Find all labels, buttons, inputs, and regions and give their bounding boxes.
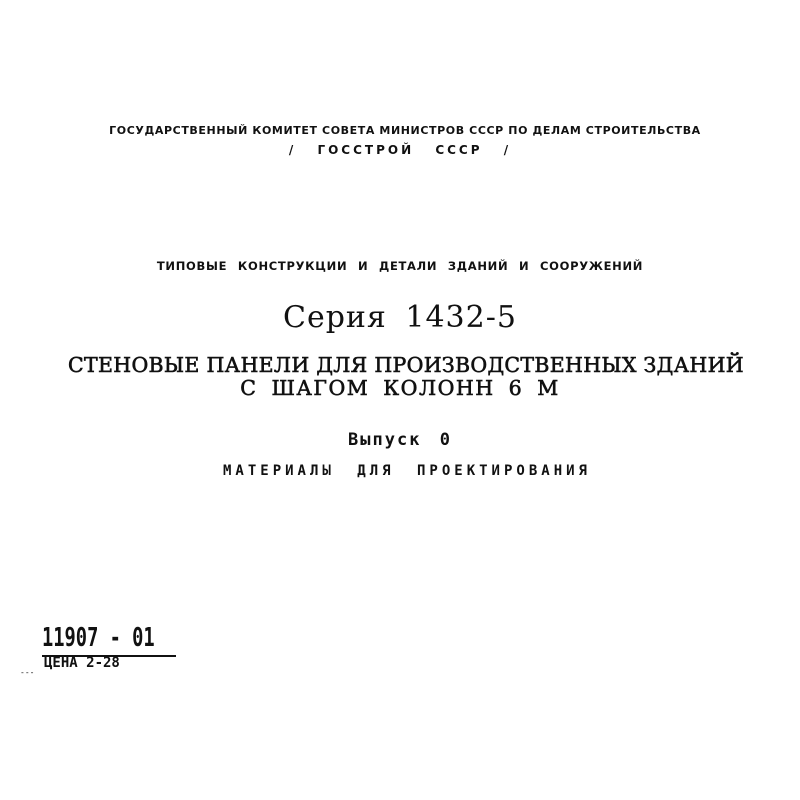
committee-heading: ГОСУДАРСТВЕННЫЙ КОМИТЕТ СОВЕТА МИНИСТРОВ СССР ПО ДЕЛАМ СТРОИТЕЛЬСТВА xyxy=(109,124,701,137)
materials-subtitle: МАТЕРИАЛЫ ДЛЯ ПРОЕКТИРОВАНИЯ xyxy=(222,463,591,479)
issue-number: Выпуск 0 xyxy=(348,430,452,450)
document-code: 11907 - 01 xyxy=(42,623,155,653)
series-title: Серия 1432-5 xyxy=(283,300,517,335)
price-label: ЦЕНА 2-28 xyxy=(44,655,120,671)
agency-heading: / ГОССТРОЙ СССР / xyxy=(288,143,512,157)
document-title-line-1: СТЕНОВЫЕ ПАНЕЛИ ДЛЯ ПРОИЗВОДСТВЕННЫХ ЗДАНИЙ xyxy=(68,353,744,377)
price-dash-mark: --- xyxy=(20,668,35,677)
typical-structures-heading: ТИПОВЫЕ КОНСТРУКЦИИ И ДЕТАЛИ ЗДАНИЙ И СООРУЖЕНИЙ xyxy=(156,259,644,273)
document-title-line-2: С ШАГОМ КОЛОНН 6 М xyxy=(240,376,560,400)
